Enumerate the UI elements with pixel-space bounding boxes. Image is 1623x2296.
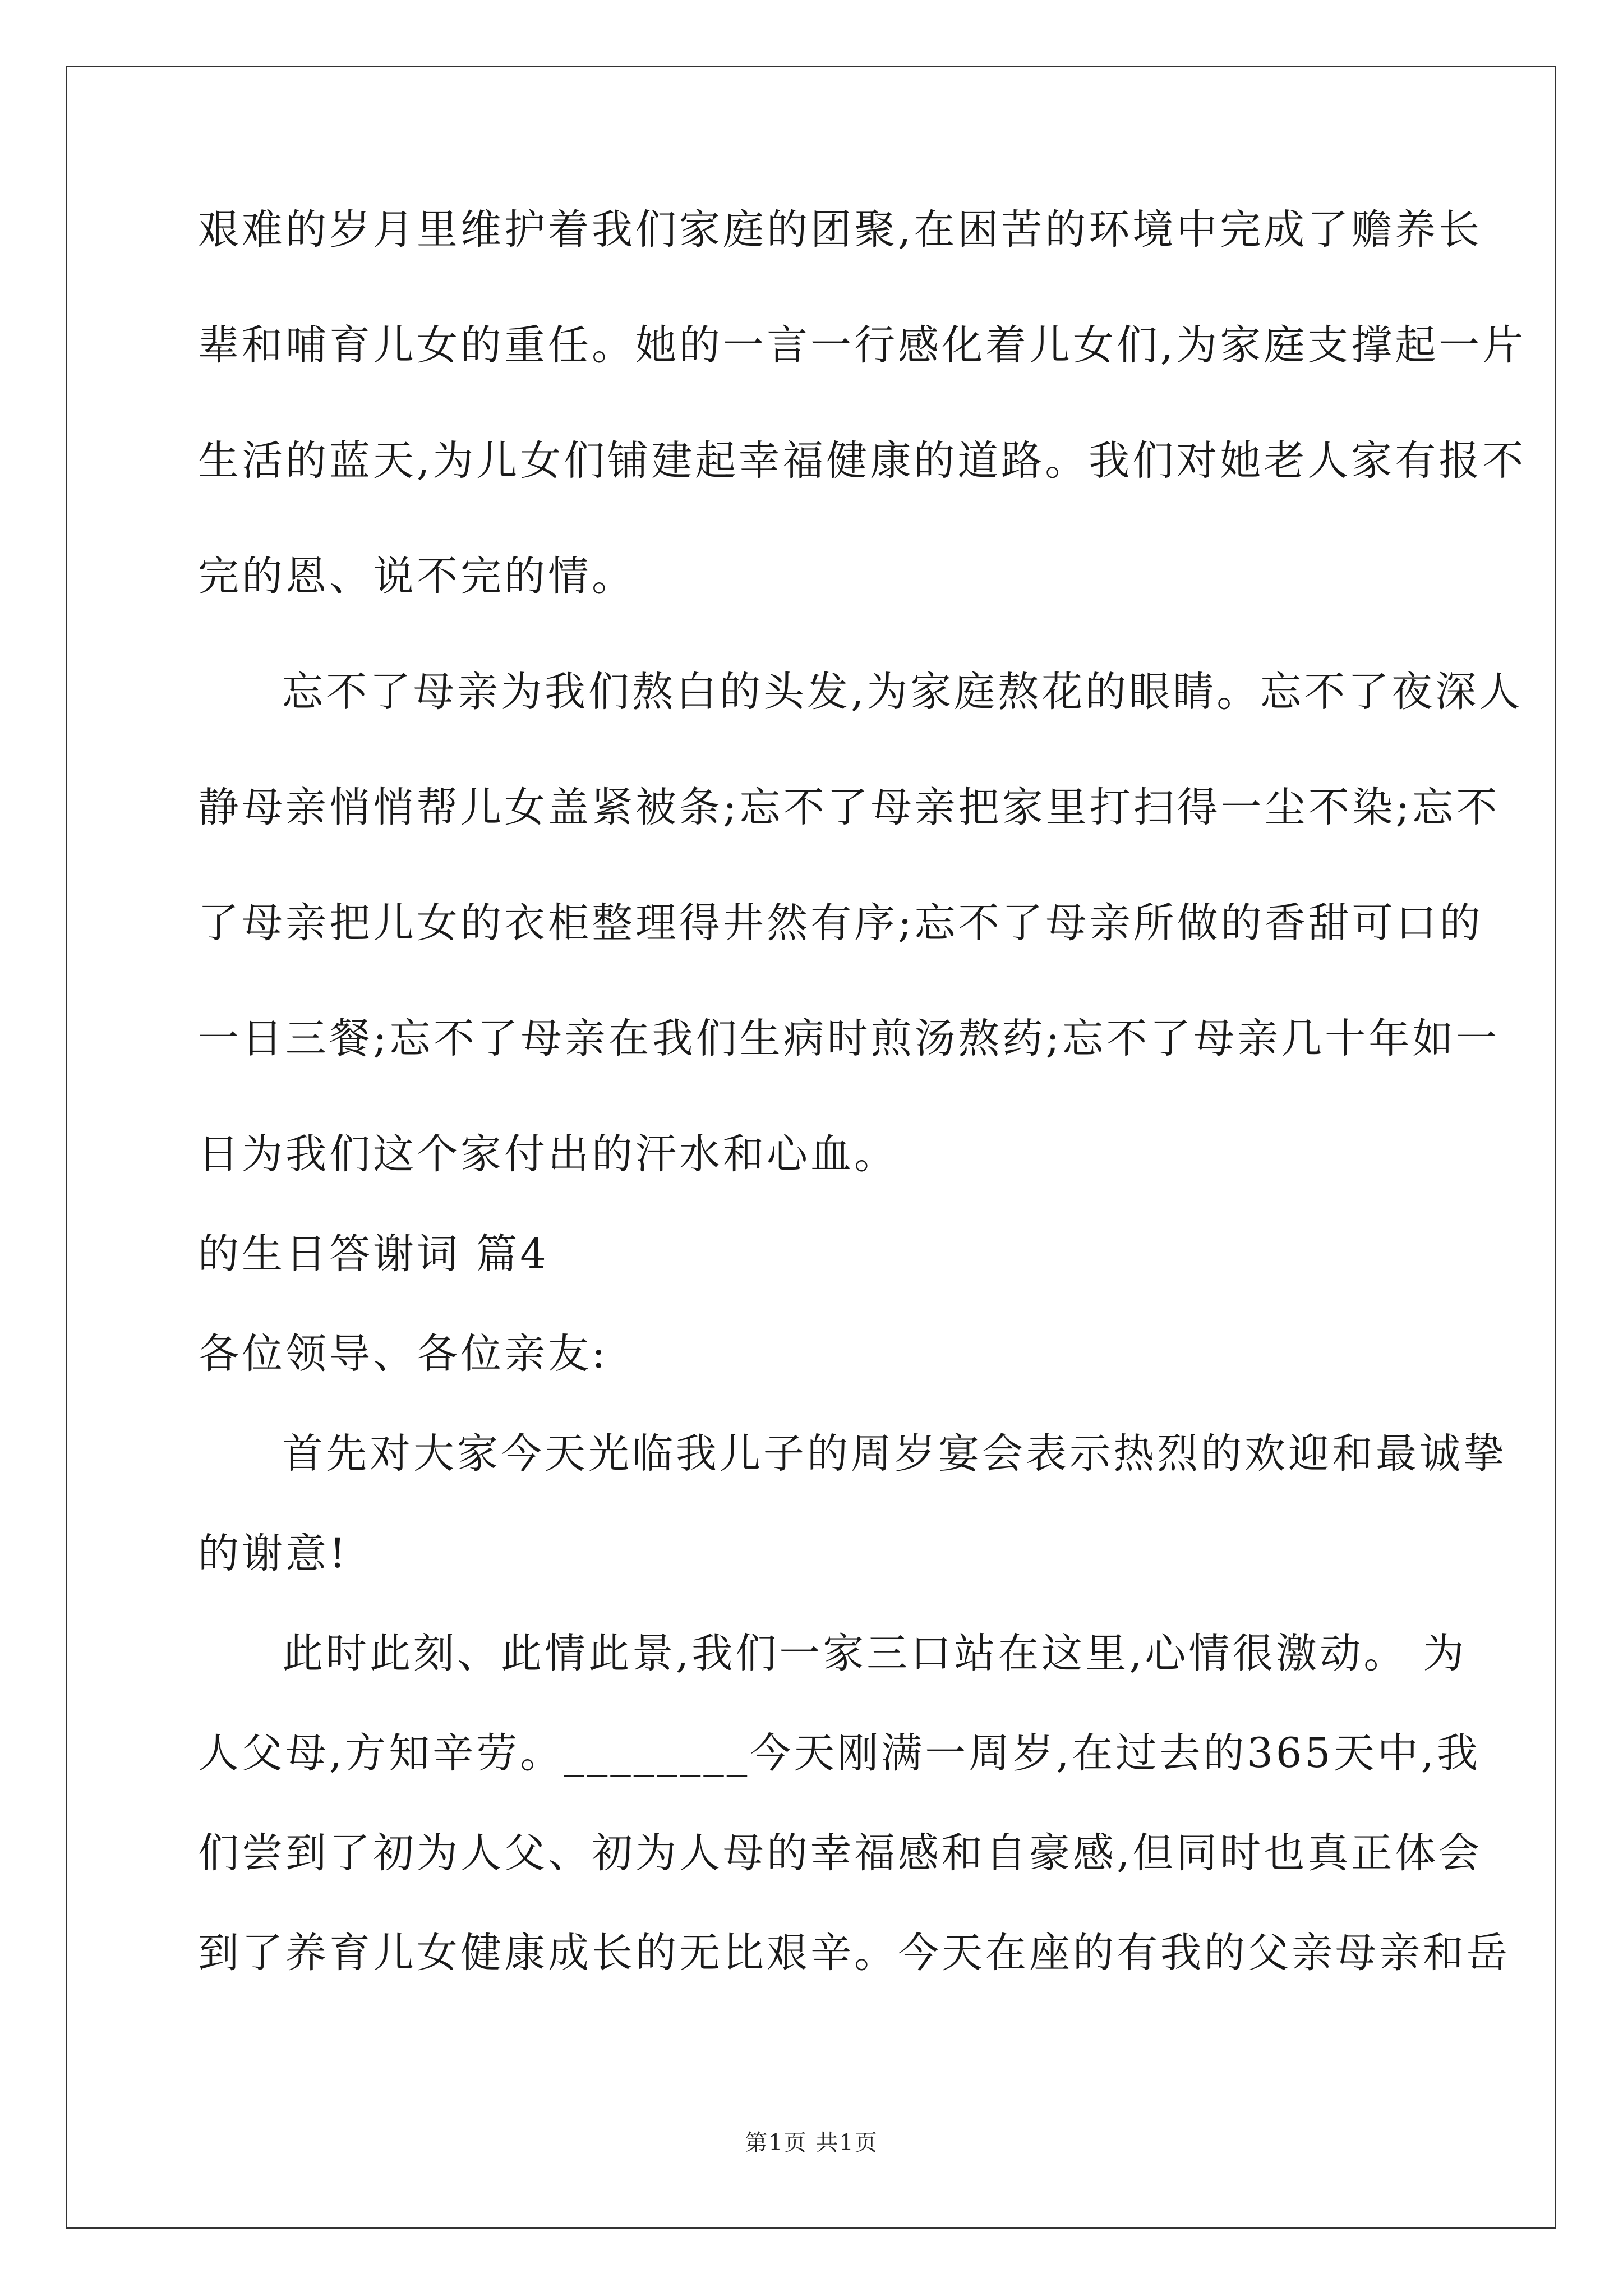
- paragraph-line: 静母亲悄悄帮儿女盖紧被条;忘不了母亲把家里打扫得一尘不染;忘不: [198, 784, 1500, 831]
- paragraph-line: 辈和哺育儿女的重任。她的一言一行感化着儿女们,为家庭支撑起一片: [198, 321, 1527, 369]
- paragraph-line: 忘不了母亲为我们熬白的头发,为家庭熬花的眼睛。忘不了夜深人: [282, 668, 1523, 716]
- paragraph-line: 完的恩、说不完的情。: [198, 553, 635, 600]
- paragraph-line: 艰难的岁月里维护着我们家庭的团聚,在困苦的环境中完成了赡养长: [198, 206, 1483, 254]
- salutation: 各位领导、各位亲友:: [198, 1330, 608, 1378]
- section-heading: 的生日答谢词 篇4: [198, 1230, 549, 1278]
- paragraph-line: 日为我们这个家付出的汗水和心血。: [198, 1130, 898, 1178]
- paragraph-line: 一日三餐;忘不了母亲在我们生病时煎汤熬药;忘不了母亲几十年如一: [198, 1015, 1500, 1062]
- paragraph-line: 生活的蓝天,为儿女们铺建起幸福健康的道路。我们对她老人家有报不: [198, 437, 1527, 485]
- paragraph-line: 首先对大家今天光临我儿子的周岁宴会表示热烈的欢迎和最诚挚: [282, 1430, 1507, 1478]
- paragraph-line: 到了养育儿女健康成长的无比艰辛。今天在座的有我的父亲母亲和岳: [198, 1929, 1510, 1977]
- paragraph-line: 此时此刻、此情此景,我们一家三口站在这里,心情很激动。 为: [282, 1630, 1467, 1677]
- paragraph-line: 人父母,方知辛劳。________今天刚满一周岁,在过去的365天中,我: [198, 1729, 1481, 1777]
- page-footer: 第1页 共1页: [745, 2130, 878, 2156]
- paragraph-line: 的谢意!: [198, 1530, 349, 1577]
- paragraph-line: 们尝到了初为人父、初为人母的幸福感和自豪感,但同时也真正体会: [198, 1829, 1483, 1877]
- paragraph-line: 了母亲把儿女的衣柜整理得井然有序;忘不了母亲所做的香甜可口的: [198, 899, 1483, 947]
